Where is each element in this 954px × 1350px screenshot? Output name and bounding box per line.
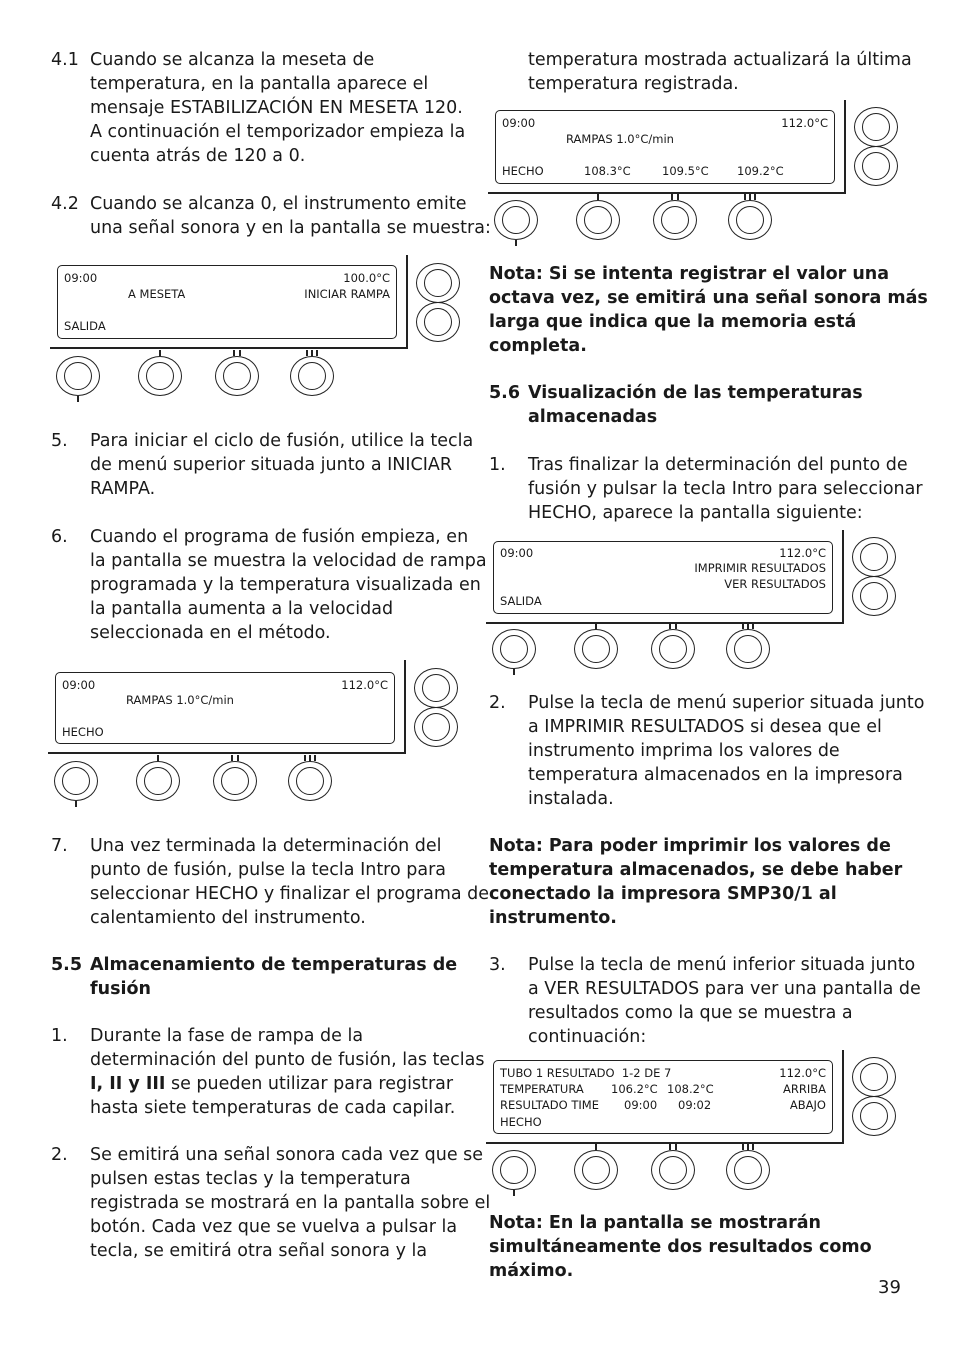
key-i-button[interactable] [136,761,180,801]
text-line: punto de fusión, pulse la tecla Intro para [90,860,447,880]
text-line: una señal sonora y en la pantalla se muestra: [90,218,491,238]
menu-lower-button[interactable] [854,146,898,186]
text-line: pulsen estas teclas y la temperatura [90,1169,411,1189]
menu-lower-button[interactable] [852,1096,896,1136]
text-line: a VER RESULTADOS para ver una pantalla de [528,979,921,999]
text-line: la pantalla se muestra la velocidad de rampa [90,551,487,571]
enter-tick [515,240,517,246]
note-line: conectado la impresora SMP30/1 al [489,884,837,904]
step-number: 1. [51,1026,68,1046]
lcd-display [55,672,395,744]
key-tick [304,755,306,761]
lcd-row-label: TEMPERATURA [500,1082,584,1096]
note-line: Nota: Para poder imprimir los valores de [489,836,891,856]
lcd-row-label: RESULTADO TIME [500,1098,599,1112]
enter-tick [75,801,77,807]
text-line: instalada. [528,789,614,809]
key-iii-button[interactable] [726,1150,770,1190]
text-line: programada y la temperatura visualizada en [90,575,481,595]
lcd-menu-lower: VER RESULTADOS [724,577,826,591]
key-tick [231,755,233,761]
key-tick [675,623,677,629]
text-line: seleccionada en el método. [90,623,331,643]
menu-lower-button[interactable] [852,576,896,616]
text-line: Cuando el programa de fusión empieza, en [90,527,469,547]
lcd-temperature: 112.0°C [781,116,828,130]
text-line: Cuando se alcanza 0, el instrumento emite [90,194,467,214]
note-line: Nota: En la pantalla se mostrarán [489,1213,821,1233]
text-line: RAMPA. [90,479,156,499]
key-tick [671,194,673,200]
lcd-status: A MESETA [128,287,186,301]
note-line: simultáneamente dos resultados como [489,1237,872,1257]
lcd-menu-upper: INICIAR RAMPA [304,287,390,301]
step-number: 2. [51,1145,68,1165]
key-ii-button[interactable] [653,200,697,240]
instrument-panel-4 [486,530,906,675]
enter-tick [513,669,515,675]
text-line: la pantalla aumenta a la velocidad [90,599,394,619]
key-ii-button[interactable] [651,1150,695,1190]
menu-upper-button[interactable] [854,107,898,147]
text-line: Para iniciar el ciclo de fusión, utilice la tecla [90,431,474,451]
text-line: temperatura almacenados en la impresora [528,765,903,785]
text-line: Pulse la tecla de menú inferior situada junto [528,955,916,975]
lcd-result-time-2: 09:02 [678,1098,712,1112]
text-line: temperatura mostrada actualizará la última [528,50,912,70]
menu-lower-button[interactable] [416,302,460,342]
text-line: cuenta atrás de 120 a 0. [90,146,306,166]
lcd-menu-bottom: HECHO [500,1115,542,1129]
menu-upper-button[interactable] [852,1057,896,1097]
text-run: se pueden utilizar para registrar [165,1074,454,1094]
text-line: Cuando se alcanza la meseta de [90,50,375,70]
lcd-ramp-rate: RAMPAS 1.0°C/min [566,132,674,146]
lcd-menu-lower: ABAJO [789,1098,826,1112]
lcd-result-time-1: 09:00 [624,1098,658,1112]
menu-upper-button[interactable] [852,537,896,577]
heading-line: fusión [90,979,151,999]
enter-button[interactable] [492,629,536,669]
text-line: fusión y pulsar la tecla Intro para seleccionar [528,479,923,499]
text-line: de menú superior situada junto a INICIAR [90,455,453,475]
step-number: 6. [51,527,68,547]
lcd-results-title: TUBO 1 RESULTADO 1-2 DE 7 [500,1066,672,1080]
key-tick [669,1144,671,1150]
key-ii-button[interactable] [215,356,259,396]
note-line: completa. [489,336,587,356]
menu-upper-button[interactable] [416,263,460,303]
heading-line: almacenadas [528,407,658,427]
heading-line: Visualización de las temperaturas [528,383,863,403]
text-line: instrumento imprima los valores de [528,741,840,761]
lcd-recorded-temp-1: 108.3°C [584,164,631,178]
section-number: 5.6 [489,383,521,403]
key-tick [754,194,756,200]
text-line: a IMPRIMIR RESULTADOS si desea que el [528,717,882,737]
lcd-menu-upper: IMPRIMIR RESULTADOS [694,561,826,575]
key-tick [157,755,159,761]
lcd-time: 09:00 [500,546,534,560]
lcd-menu-bottom: HECHO [62,725,104,739]
lcd-result-temp-2: 108.2°C [667,1082,714,1096]
key-tick [747,623,749,629]
note-line: temperatura almacenados, se debe haber [489,860,903,880]
lcd-temperature: 100.0°C [343,271,390,285]
key-tick [742,1144,744,1150]
note-line: larga que indica que la memoria está [489,312,857,332]
key-ii-button[interactable] [651,629,695,669]
page-number: 39 [878,1277,901,1298]
key-iii-button[interactable] [726,629,770,669]
key-tick [675,1144,677,1150]
key-tick [237,755,239,761]
key-ii-button[interactable] [213,761,257,801]
enter-button[interactable] [54,761,98,801]
menu-upper-button[interactable] [414,668,458,708]
enter-tick [513,1190,515,1196]
step-number: 3. [489,955,506,975]
text-line: botón. Cada vez que se vuelva a pulsar la [90,1217,458,1237]
key-tick [742,623,744,629]
enter-button[interactable] [492,1150,536,1190]
key-i-button[interactable] [574,629,618,669]
text-line: determinación del punto de fusión, las teclas [90,1050,485,1070]
lcd-menu-bottom: SALIDA [64,319,106,333]
key-tick [595,1144,597,1150]
key-tick [595,623,597,629]
keys-label: I, II y III [90,1074,166,1094]
lcd-menu-bottom: SALIDA [500,594,542,608]
key-tick [677,194,679,200]
key-tick [669,623,671,629]
key-tick [316,350,318,356]
enter-tick [77,396,79,402]
lcd-display [493,541,833,614]
key-tick [744,194,746,200]
lcd-temperature: 112.0°C [779,546,826,560]
text-line: Se emitirá una señal sonora cada vez que se [90,1145,484,1165]
lcd-time: 09:00 [62,678,96,692]
key-iii-button[interactable] [288,761,332,801]
lcd-recorded-temp-2: 109.5°C [662,164,709,178]
instrument-panel-3 [488,100,908,245]
text-line: Una vez terminada la determinación del [90,836,442,856]
lcd-display [493,1060,833,1134]
text-line: registrada se mostrará en la pantalla sobre el [90,1193,491,1213]
note-line: instrumento. [489,908,617,928]
step-number: 4.1 [51,50,79,70]
note-line: octava vez, se emitirá una señal sonora más [489,288,928,308]
key-iii-button[interactable] [728,200,772,240]
key-i-button[interactable] [138,356,182,396]
text-line [90,1072,453,1096]
text-line: seleccionar HECHO y finalizar el programa de [90,884,490,904]
text-line: resultados como la que se muestra a [528,1003,853,1023]
key-tick [311,350,313,356]
heading-line: Almacenamiento de temperaturas de [90,955,458,975]
note-line: Nota: Si se intenta registrar el valor una [489,264,890,284]
lcd-temperature: 112.0°C [341,678,388,692]
text-line: HECHO, aparece la pantalla siguiente: [528,503,863,523]
key-tick [239,350,241,356]
key-i-button[interactable] [574,1150,618,1190]
lcd-time: 09:00 [64,271,98,285]
text-line: A continuación el temporizador empieza la [90,122,466,142]
key-tick [597,194,599,200]
key-tick [159,350,161,356]
text-line: tecla, se emitirá otra señal sonora y la [90,1241,428,1261]
step-number: 7. [51,836,68,856]
text-line: Tras finalizar la determinación del punto de [528,455,908,475]
enter-button[interactable] [56,356,100,396]
text-line: continuación: [528,1027,647,1047]
text-line: Pulse la tecla de menú superior situada junto [528,693,925,713]
text-line: temperatura, en la pantalla aparece el [90,74,429,94]
instrument-panel-5 [486,1050,906,1195]
text-line: mensaje ESTABILIZACIÓN EN MESETA 120. [90,98,463,118]
key-tick [233,350,235,356]
key-tick [752,623,754,629]
lcd-temperature: 112.0°C [779,1066,826,1080]
key-tick [314,755,316,761]
key-tick [306,350,308,356]
lcd-recorded-temp-3: 109.2°C [737,164,784,178]
text-line: calentamiento del instrumento. [90,908,366,928]
section-number: 5.5 [51,955,83,975]
enter-button[interactable] [494,200,538,240]
text-line: Durante la fase de rampa de la [90,1026,364,1046]
lcd-menu-bottom: HECHO [502,164,544,178]
key-i-button[interactable] [576,200,620,240]
step-number: 2. [489,693,506,713]
instrument-panel-1 [50,255,470,400]
text-line: temperatura registrada. [528,74,739,94]
instrument-panel-2 [48,660,468,805]
key-tick [749,194,751,200]
key-tick [752,1144,754,1150]
lcd-ramp-rate: RAMPAS 1.0°C/min [126,693,234,707]
lcd-result-temp-1: 106.2°C [611,1082,658,1096]
text-line: hasta siete temperaturas de cada capilar. [90,1098,456,1118]
lcd-time: 09:00 [502,116,536,130]
note-line: máximo. [489,1261,574,1281]
step-number: 4.2 [51,194,79,214]
step-number: 5. [51,431,68,451]
lcd-menu-upper: ARRIBA [783,1082,826,1096]
menu-lower-button[interactable] [414,707,458,747]
key-tick [309,755,311,761]
key-tick [747,1144,749,1150]
step-number: 1. [489,455,506,475]
lcd-display [57,265,397,339]
key-iii-button[interactable] [290,356,334,396]
lcd-display [495,110,835,184]
